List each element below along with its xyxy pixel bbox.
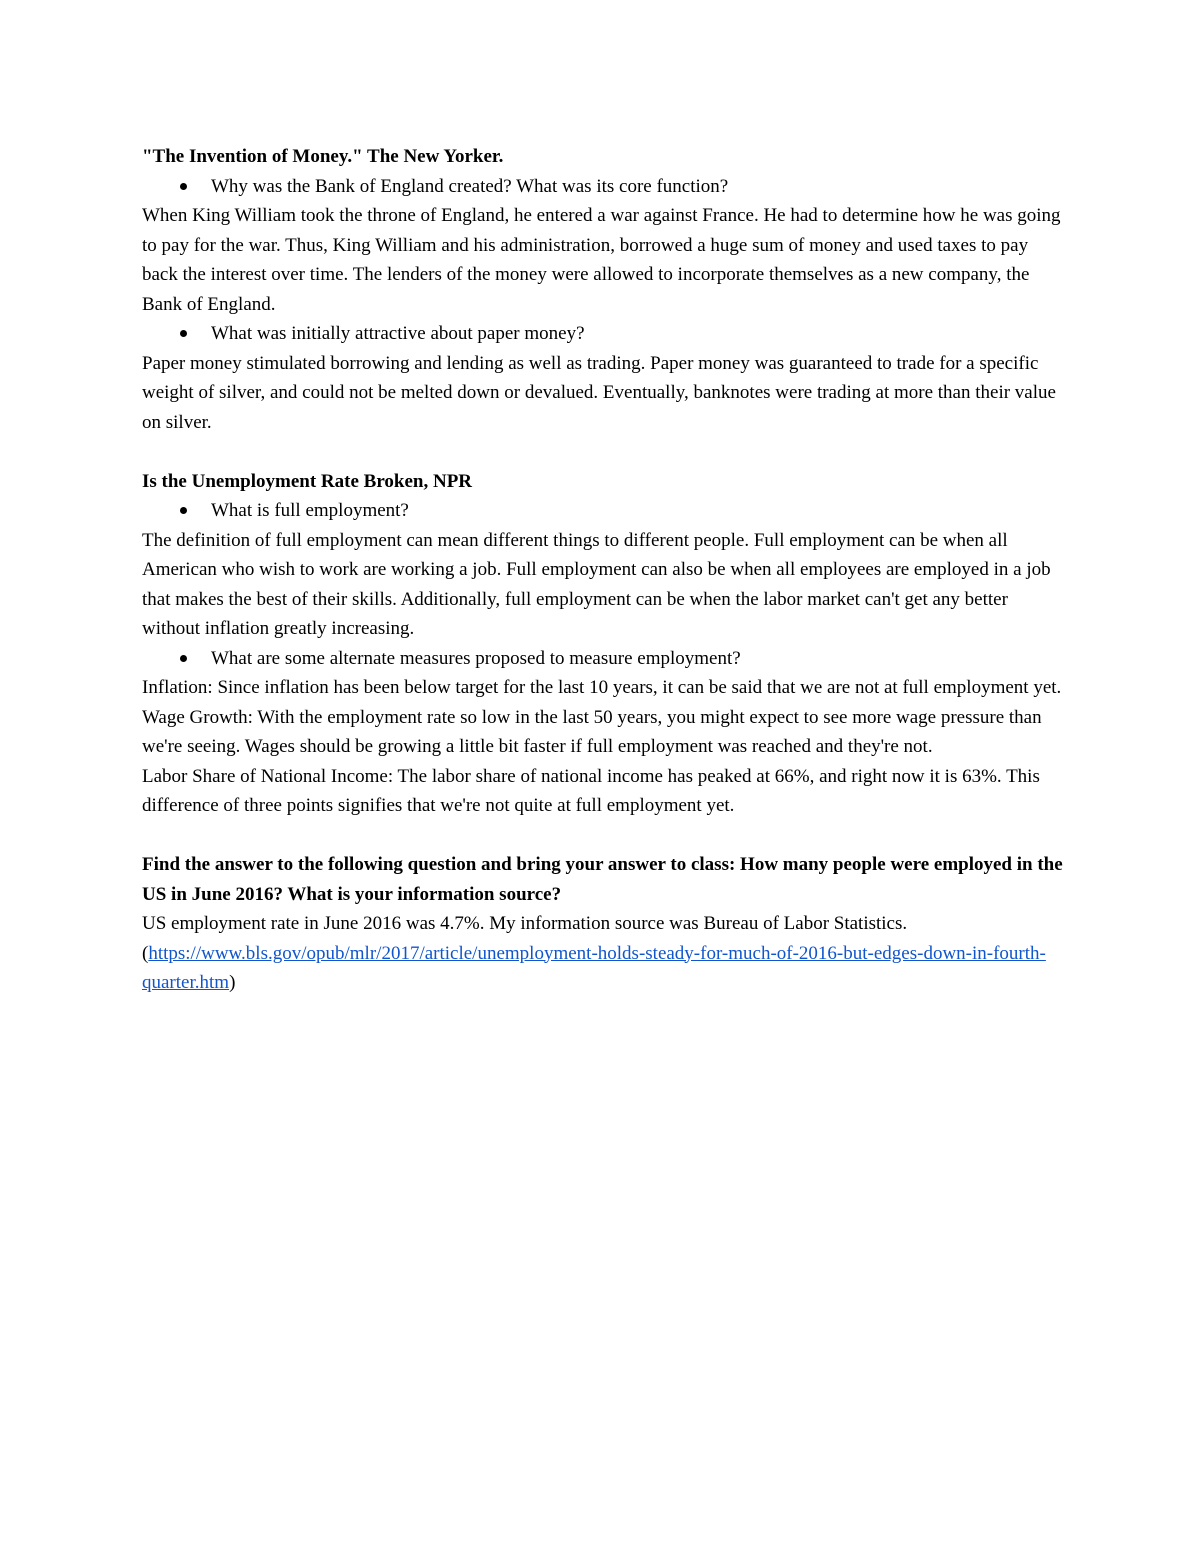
section2-title: Is the Unemployment Rate Broken, NPR — [142, 470, 473, 492]
question-text: What are some alternate measures proposed to measure employment? — [211, 647, 741, 669]
question-text: What is full employment? — [211, 500, 409, 521]
source-citation — [142, 939, 1067, 998]
answer-inflation: Inflation: Since inflation has been below target for the last 10 years, it can be said that we are not at full employment yet. — [142, 677, 1062, 698]
section1-question-2 — [142, 319, 1067, 349]
section2-answer-1: The definition of full employment can mean different things to different people. Full employment can be when all American who wish to work are working a job. Full employment can also be when all employees are employed in a job that makes the best of their skills. Additionally, full employment can be when the labor market can't get any better without inflation greatly increasing. — [142, 529, 1051, 639]
section2-question-2 — [142, 644, 1067, 674]
document-page — [142, 142, 1067, 998]
paren-open: ( — [142, 942, 149, 964]
section3-question: Find the answer to the following question and bring your answer to class: How many people were employed in the US in June 2016? What is your information source? — [142, 854, 1063, 905]
bullet-icon — [180, 655, 187, 662]
question-text: Why was the Bank of England created? What was its core function? — [211, 175, 729, 197]
section3-answer: US employment rate in June 2016 was 4.7%. My information source was Bureau of Labor Statistics. — [142, 913, 908, 934]
section1-answer-2: Paper money stimulated borrowing and lending as well as trading. Paper money was guaranteed to trade for a specific weight of silver, and could not be melted down or devalued. Eventually, banknotes were trading at more than their value on silver. — [142, 352, 1056, 433]
section2-question-1 — [142, 496, 1067, 526]
paragraph-gap — [142, 821, 1067, 851]
section1-question-1 — [142, 172, 1067, 202]
section1-title: "The Invention of Money." The New Yorker. — [142, 146, 504, 167]
bullet-icon — [180, 507, 187, 514]
answer-wage-growth: Wage Growth: With the employment rate so low in the last 50 years, you might expect to see more wage pressure than we're seeing. Wages should be growing a little bit faster if full employment was reached and they're not. — [142, 706, 1042, 757]
answer-labor-share: Labor Share of National Income: The labor share of national income has peaked at 66%, and right now it is 63%. This difference of three points signifies that we're not quite at full employment yet. — [142, 765, 1040, 816]
bullet-icon — [180, 183, 187, 190]
section1-answer-1: When King William took the throne of England, he entered a war against France. He had to determine how he was going to pay for the war. Thus, King William and his administration, borrowed a huge sum of money and used taxes to pay back the interest over time. The lenders of the money were allowed to incorporate themselves as a new company, the Bank of England. — [142, 205, 1061, 315]
bullet-icon — [180, 330, 187, 337]
question-text: What was initially attractive about paper money? — [211, 323, 585, 344]
paragraph-gap — [142, 437, 1067, 467]
source-link[interactable]: https://www.bls.gov/opub/mlr/2017/article/unemployment-holds-steady-for-much-of-2016-but-edges-down-in-fourth-quarter.htm — [142, 942, 1046, 993]
paren-close: ) — [229, 972, 236, 993]
